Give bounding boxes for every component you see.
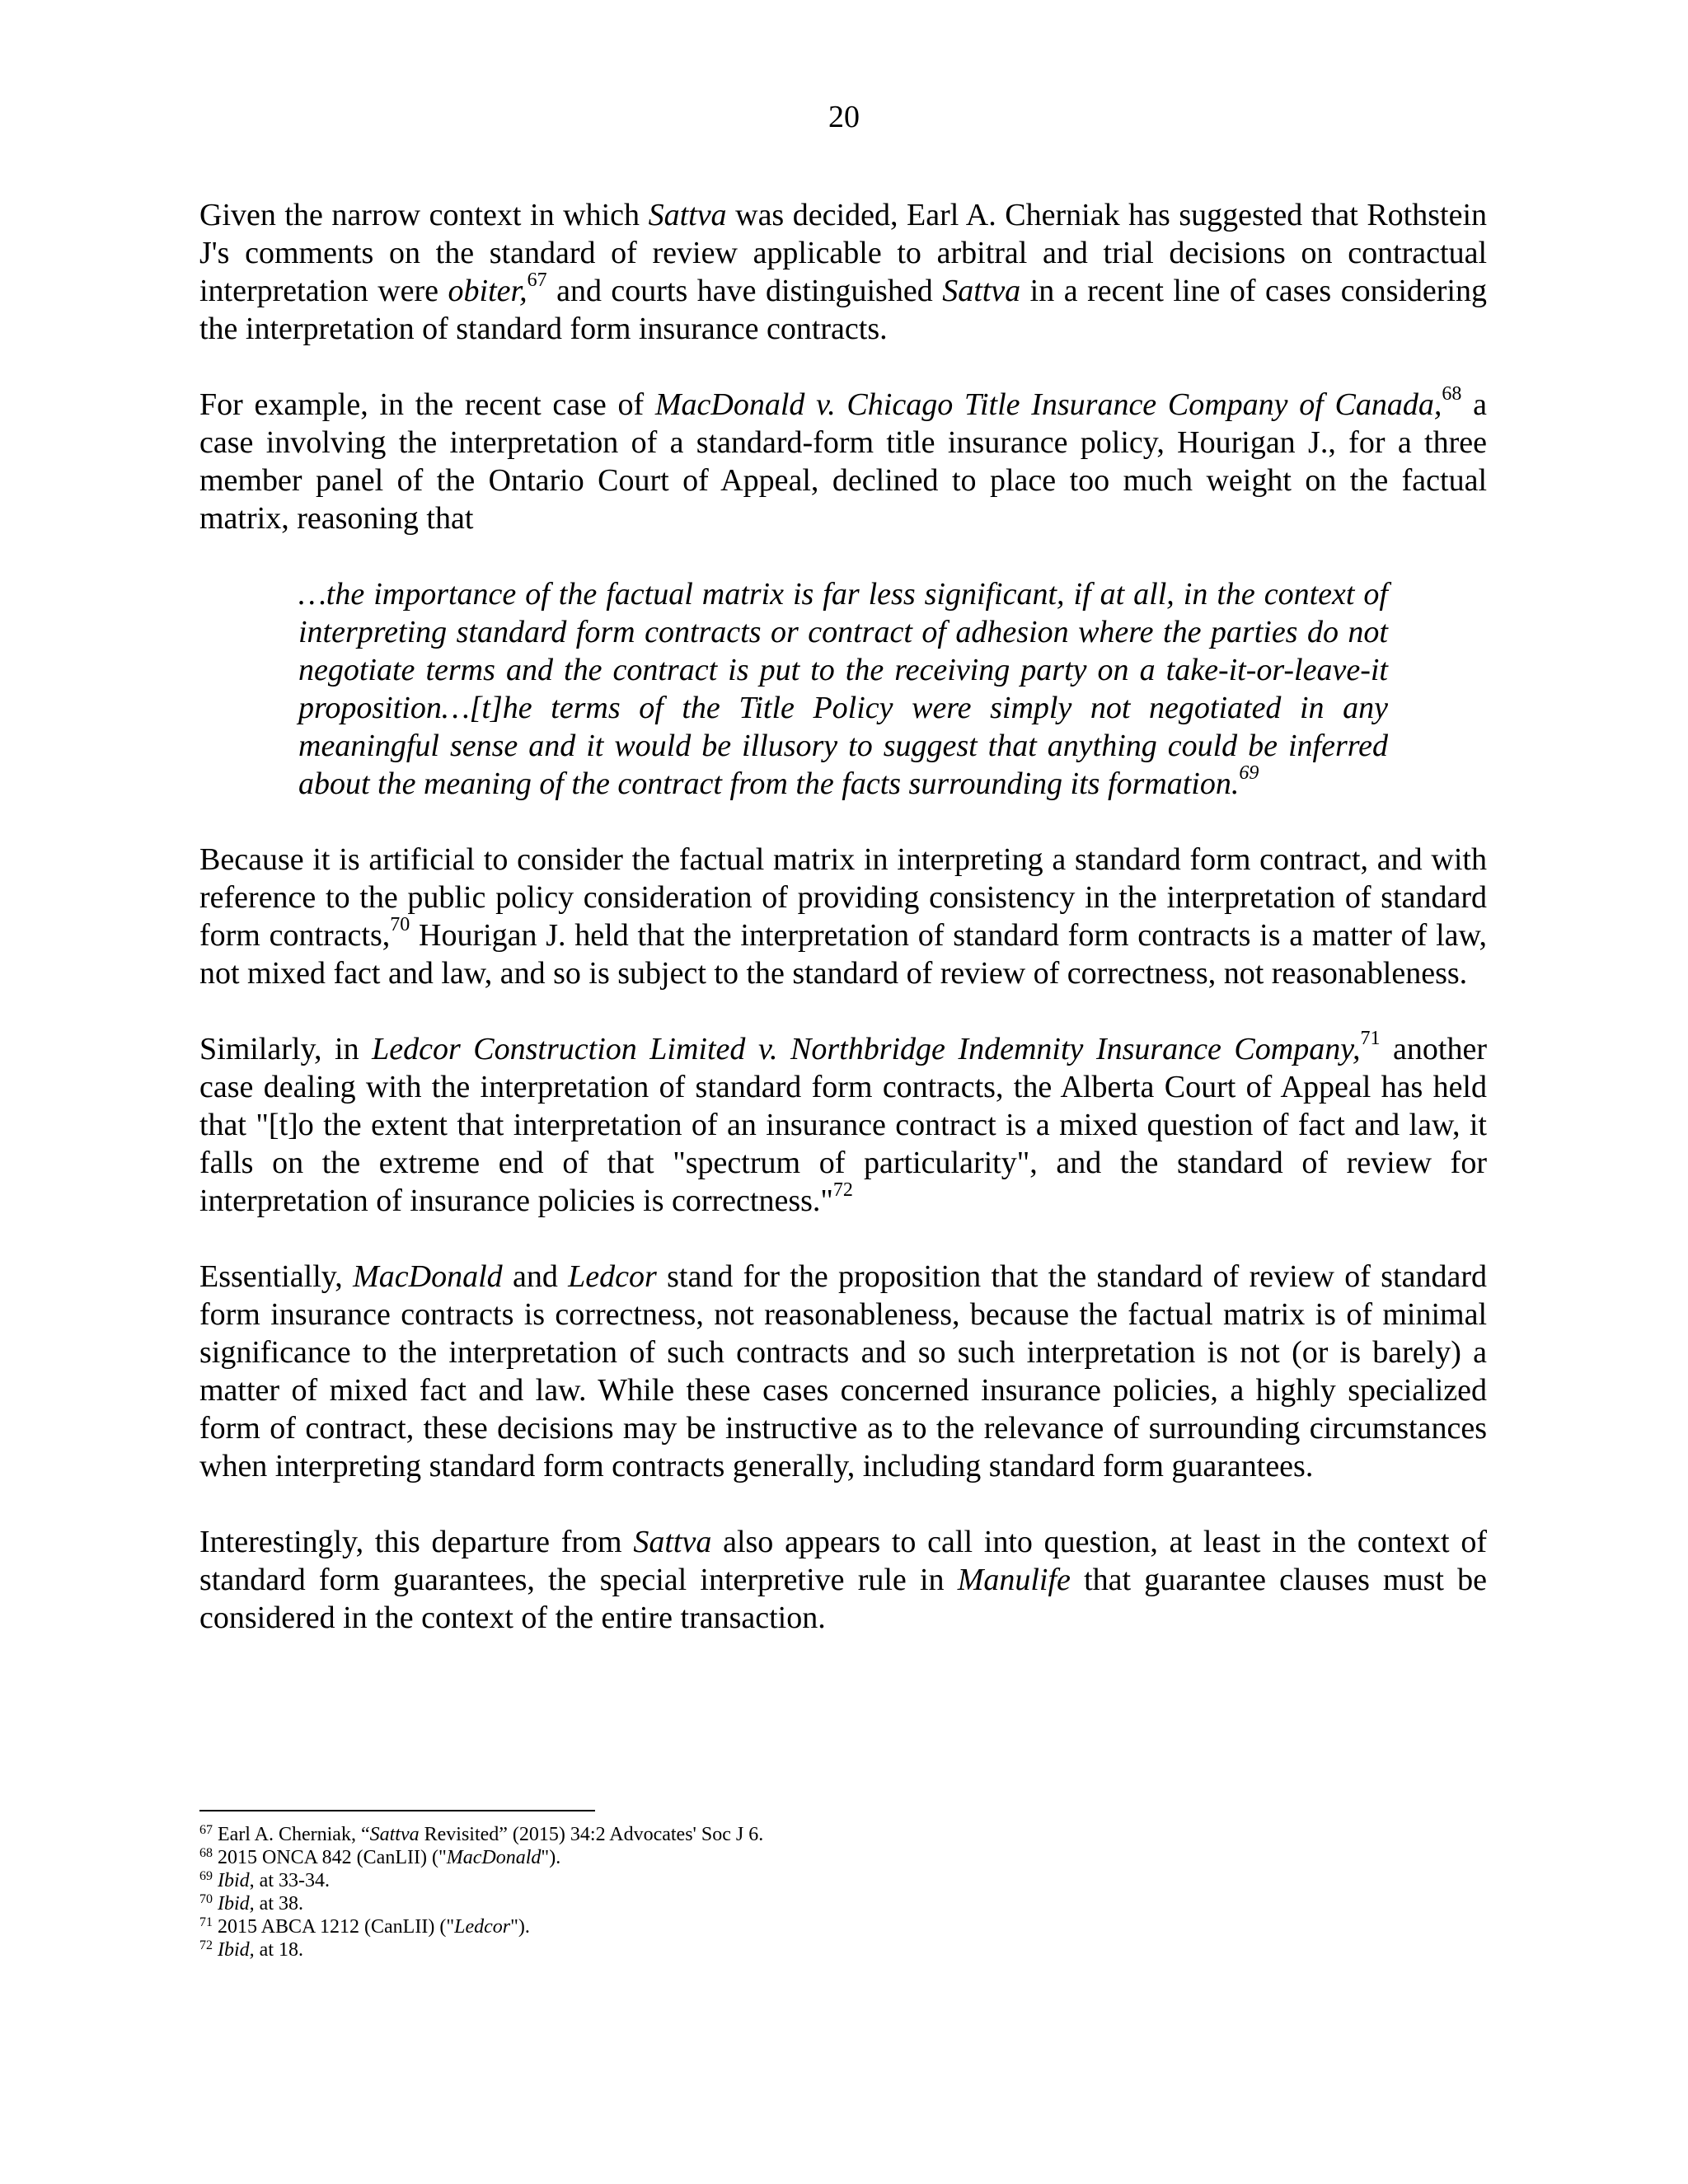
footnote-separator — [199, 1810, 595, 1811]
footnote-number: 67 — [199, 1823, 213, 1837]
text-run: Given the narrow context in which — [199, 198, 649, 232]
text-run: Essentially, — [199, 1259, 354, 1294]
text-run: , at 33-34. — [249, 1870, 330, 1891]
paragraph-2 — [199, 383, 1487, 537]
footnotes-section — [199, 1810, 1487, 1961]
case-name-italic: Ledcor Construction Limited v. Northbridge Indemnity Insurance Company, — [372, 1032, 1361, 1066]
text-run: 2015 ONCA 842 (CanLII) (" — [213, 1847, 447, 1868]
paragraph-5 — [199, 1258, 1487, 1485]
paragraph-3 — [199, 841, 1487, 992]
case-name-italic: MacDonald — [446, 1847, 542, 1868]
case-name-italic: Sattva — [942, 274, 1021, 308]
footnote-number: 71 — [199, 1915, 213, 1929]
footnote-ref-70[interactable]: 70 — [390, 914, 410, 935]
case-name-italic: Sattva — [648, 198, 727, 232]
text-run: at 38. — [254, 1893, 303, 1915]
footnote-69 — [199, 1869, 1487, 1892]
paragraph-4 — [199, 1030, 1487, 1220]
text-run: stand for the proposition that the standard of review of standard form insurance contracts is correctness, not reasonableness, because the factual matrix is of minimal significance to the interpretation of such contracts and so such interpretation is not (or is barely) a matter of mixed fact and law. While these cases concerned insurance policies, a highly specialized form of contract, these decisions may be instructive as to the relevance of surrounding circumstances when interpreting standard form contracts generally, including standard form guarantees. — [199, 1259, 1487, 1483]
case-name-italic: Manulife — [957, 1563, 1071, 1597]
case-name-italic: Sattva — [633, 1525, 712, 1559]
text-run: also appears to call into question, at least in the context of standard form guarantees, the special interpretive rule in — [199, 1525, 1487, 1597]
text-run: and courts have distinguished — [546, 274, 943, 308]
footnote-68 — [199, 1846, 1487, 1869]
text-run: Similarly, in — [199, 1032, 373, 1066]
paragraph-1 — [199, 196, 1487, 348]
text-run: that guarantee clauses must be considered in the context of the entire transaction. — [199, 1563, 1487, 1635]
quote-text: …the importance of the factual matrix is far less significant, if at all, in the context of interpreting standard form contracts or contract of adhesion where the parties do not negotiate terms and the contract is put to the receiving party on a take-it-or-leave-it proposition…[t]he terms of the Title Policy were simply not negotiated in any meaningful sense and it would be illusory to suggest that anything could be inferred about the meaning of the contract from the facts surrounding its formation. — [298, 577, 1388, 801]
footnote-71 — [199, 1915, 1487, 1938]
text-run: was decided, Earl A. Cherniak has suggested that Rothstein J's comments on the standard of review applicable to arbitral and trial decisions on contractual interpretation were — [199, 198, 1487, 308]
footnote-number: 69 — [199, 1869, 213, 1883]
text-run: another case dealing with the interpretation of standard form contracts, the Alberta Court of Appeal has held that "[t]o the extent that interpretation of an insurance contract is a mixed question of fact and law, it falls on the extreme end of that "spectrum of particularity", and the standard of review for interpretation of insurance policies is correctness." — [199, 1032, 1487, 1218]
case-name-italic: Ledcor — [454, 1916, 511, 1938]
footnote-72 — [199, 1938, 1487, 1961]
footnote-number: 68 — [199, 1846, 213, 1860]
text-run: Revisited” (2015) 34:2 Advocates' Soc J 6. — [419, 1824, 764, 1845]
footnote-70 — [199, 1892, 1487, 1915]
text-run: Because it is artificial to consider the factual matrix in interpreting a standard form contract, and with reference to the public policy consideration of providing consistency in the interpretation of standard form contracts, — [199, 842, 1487, 953]
case-name-italic: Sattva — [369, 1824, 420, 1845]
footnote-ref-71[interactable]: 71 — [1360, 1028, 1381, 1049]
text-run: Earl A. Cherniak, “ — [213, 1824, 370, 1845]
block-quote — [298, 575, 1388, 803]
ibid-italic: Ibid, — [218, 1893, 255, 1915]
document-body — [199, 196, 1487, 1637]
footnote-ref-67[interactable]: 67 — [527, 269, 547, 291]
case-name-italic: Ledcor — [568, 1259, 657, 1294]
text-run: Interestingly, this departure from — [199, 1525, 634, 1559]
ibid-italic: Ibid, — [218, 1939, 255, 1961]
text-run: at 18. — [254, 1939, 303, 1961]
footnote-number: 70 — [199, 1892, 213, 1906]
ibid-italic: Ibid — [218, 1870, 250, 1891]
footnote-ref-69[interactable]: 69 — [1239, 762, 1259, 784]
text-run: a case involving the interpretation of a standard-form title insurance policy, Hourigan J., for a three member panel of the Ontario Court of Appeal, declined to place too much weight on the factual matrix, reasoning that — [199, 387, 1487, 536]
latin-term-italic: obiter, — [448, 274, 528, 308]
paragraph-6 — [199, 1523, 1487, 1637]
case-name-italic: MacDonald — [353, 1259, 503, 1294]
text-run: "). — [541, 1847, 561, 1868]
case-name-italic: MacDonald v. Chicago Title Insurance Company of Canada, — [654, 387, 1442, 422]
text-run: 2015 ABCA 1212 (CanLII) (" — [213, 1916, 455, 1938]
text-run: Hourigan J. held that the interpretation of standard form contracts is a matter of law, not mixed fact and law, and so is subject to the standard of review of correctness, not reasonableness. — [199, 918, 1487, 991]
text-run: in a recent line of cases considering the interpretation of standard form insurance contracts. — [199, 274, 1487, 346]
text-run: and — [502, 1259, 569, 1294]
page-number: 20 — [828, 100, 860, 134]
footnote-number: 72 — [199, 1938, 213, 1952]
footnote-ref-68[interactable]: 68 — [1442, 383, 1462, 405]
footnote-ref-72[interactable]: 72 — [832, 1179, 853, 1201]
text-run: For example, in the recent case of — [199, 387, 655, 422]
text-run: "). — [510, 1916, 530, 1938]
footnote-67 — [199, 1823, 1487, 1846]
